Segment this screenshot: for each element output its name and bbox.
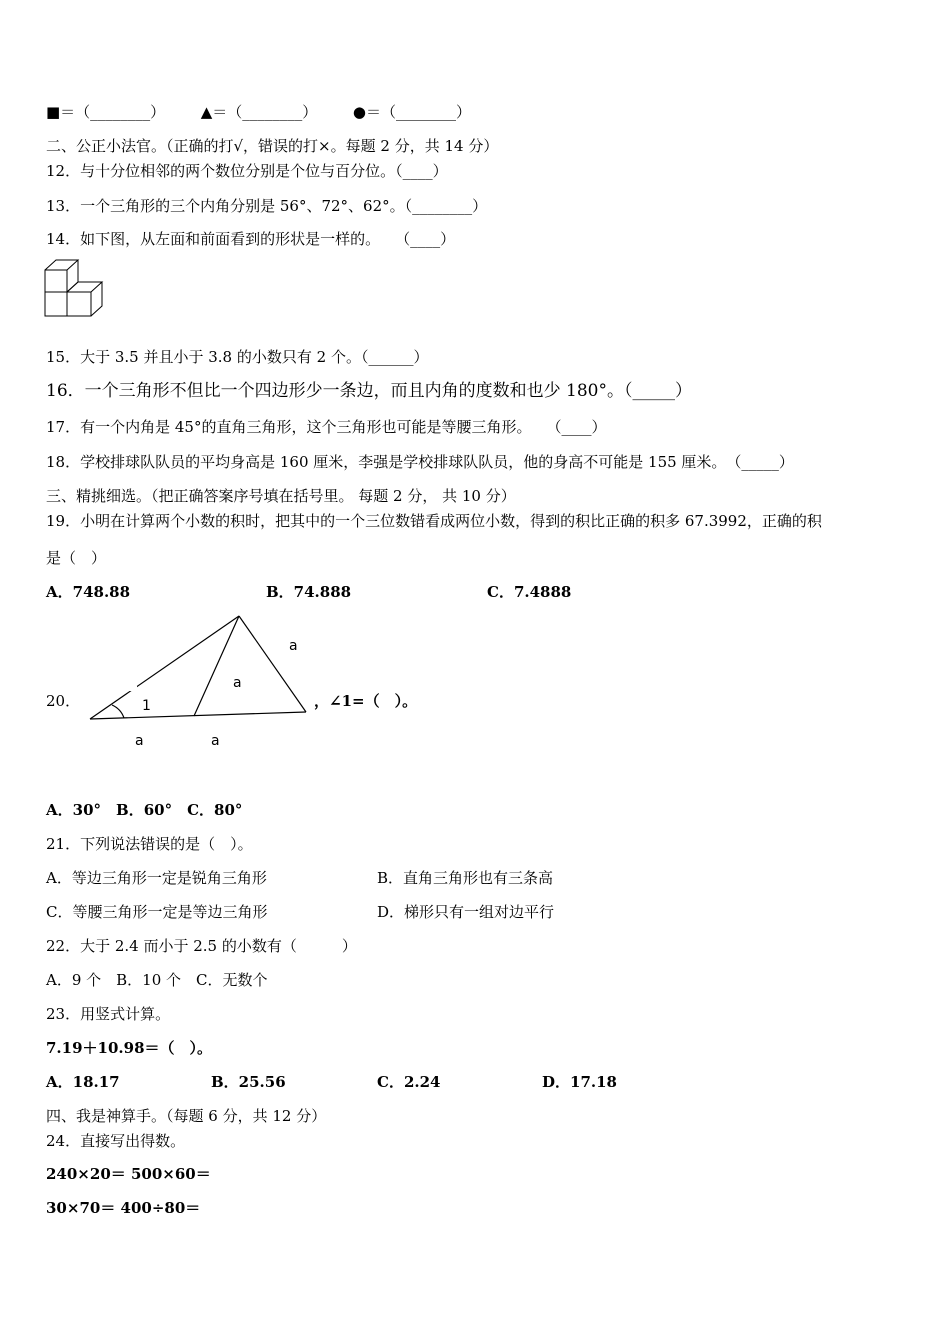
question-13: 13．一个三角形的三个内角分别是 56°、72°、62°。（________） xyxy=(46,197,488,215)
q20-options: A．30° B．60° C．80° xyxy=(46,801,243,819)
q21-option-d: D．梯形只有一组对边平行 xyxy=(377,903,555,921)
question-23-stem: 23．用竖式计算。 xyxy=(46,1005,171,1023)
question-14: 14．如下图，从左面和前面看到的形状是一样的。 （____） xyxy=(46,230,456,248)
q23-option-d: D．17.18 xyxy=(542,1073,617,1091)
question-20-number: 20． xyxy=(46,692,81,710)
label-a-bottom-right: a xyxy=(211,733,220,749)
q21-option-b: B．直角三角形也有三条高 xyxy=(377,869,554,887)
q21-option-a: A．等边三角形一定是锐角三角形 xyxy=(46,869,267,887)
q19-option-c: C．7.4888 xyxy=(487,583,572,601)
triangle-blank: ▲＝（________） xyxy=(200,103,318,121)
question-17: 17．有一个内角是 45°的直角三角形，这个三角形也可能是等腰三角形。 （____） xyxy=(46,418,607,436)
square-blank: ■＝（________） xyxy=(46,103,166,121)
question-12: 12．与十分位相邻的两个数位分别是个位与百分位。（____） xyxy=(46,162,448,180)
section4-title: 四、我是神算手。（每题 6 分，共 12 分） xyxy=(46,1107,327,1125)
q23-option-a: A．18.17 xyxy=(46,1073,120,1091)
q19-option-b: B．74.888 xyxy=(266,583,352,601)
section2-title: 二、公正小法官。（正确的打√，错误的打×。每题 2 分，共 14 分） xyxy=(46,137,499,155)
label-a-right: a xyxy=(289,638,298,654)
section3-title: 三、精挑细选。（把正确答案序号填在括号里。 每题 2 分， 共 10 分） xyxy=(46,487,516,505)
q23-option-b: B．25.56 xyxy=(211,1073,286,1091)
shapes-line xyxy=(46,102,471,122)
q22-options: A．9 个 B．10 个 C．无数个 xyxy=(46,971,268,989)
question-19-stem-cont: 是（ ） xyxy=(46,549,107,567)
cube-stack-figure xyxy=(44,258,106,320)
triangle-figure xyxy=(84,608,314,758)
q24-row-1: 240×20＝ 500×60＝ xyxy=(46,1165,211,1183)
q23-expression: 7.19＋10.98＝（ ）。 xyxy=(46,1039,213,1057)
circle-blank: ●＝（________） xyxy=(352,103,471,121)
question-20-tail: ，∠1=（ ）。 xyxy=(314,692,418,710)
q19-option-a: A．748.88 xyxy=(46,583,131,601)
q23-option-c: C．2.24 xyxy=(377,1073,441,1091)
question-16: 16．一个三角形不但比一个四边形少一条边，而且内角的度数和也少 180°。（_____） xyxy=(46,381,692,401)
label-angle-1: 1 xyxy=(142,698,151,714)
question-24-stem: 24．直接写出得数。 xyxy=(46,1132,186,1150)
question-19-stem: 19．小明在计算两个小数的积时，把其中的一个三位数错看成两位小数，得到的积比正确的积多 67.3992，正确的积 xyxy=(46,512,822,530)
question-22-stem: 22．大于 2.4 而小于 2.5 的小数有（ ） xyxy=(46,937,357,955)
label-a-bottom-left: a xyxy=(135,733,144,749)
q24-row-2: 30×70＝ 400÷80＝ xyxy=(46,1199,201,1217)
q21-option-c: C．等腰三角形一定是等边三角形 xyxy=(46,903,268,921)
question-21-stem: 21．下列说法错误的是（ ）。 xyxy=(46,835,253,853)
question-15: 15．大于 3.5 并且小于 3.8 的小数只有 2 个。（______） xyxy=(46,348,429,366)
question-18: 18．学校排球队队员的平均身高是 160 厘米，李强是学校排球队队员，他的身高不可能是 155 厘米。 （_____） xyxy=(46,453,794,471)
label-a-mid: a xyxy=(233,675,242,691)
